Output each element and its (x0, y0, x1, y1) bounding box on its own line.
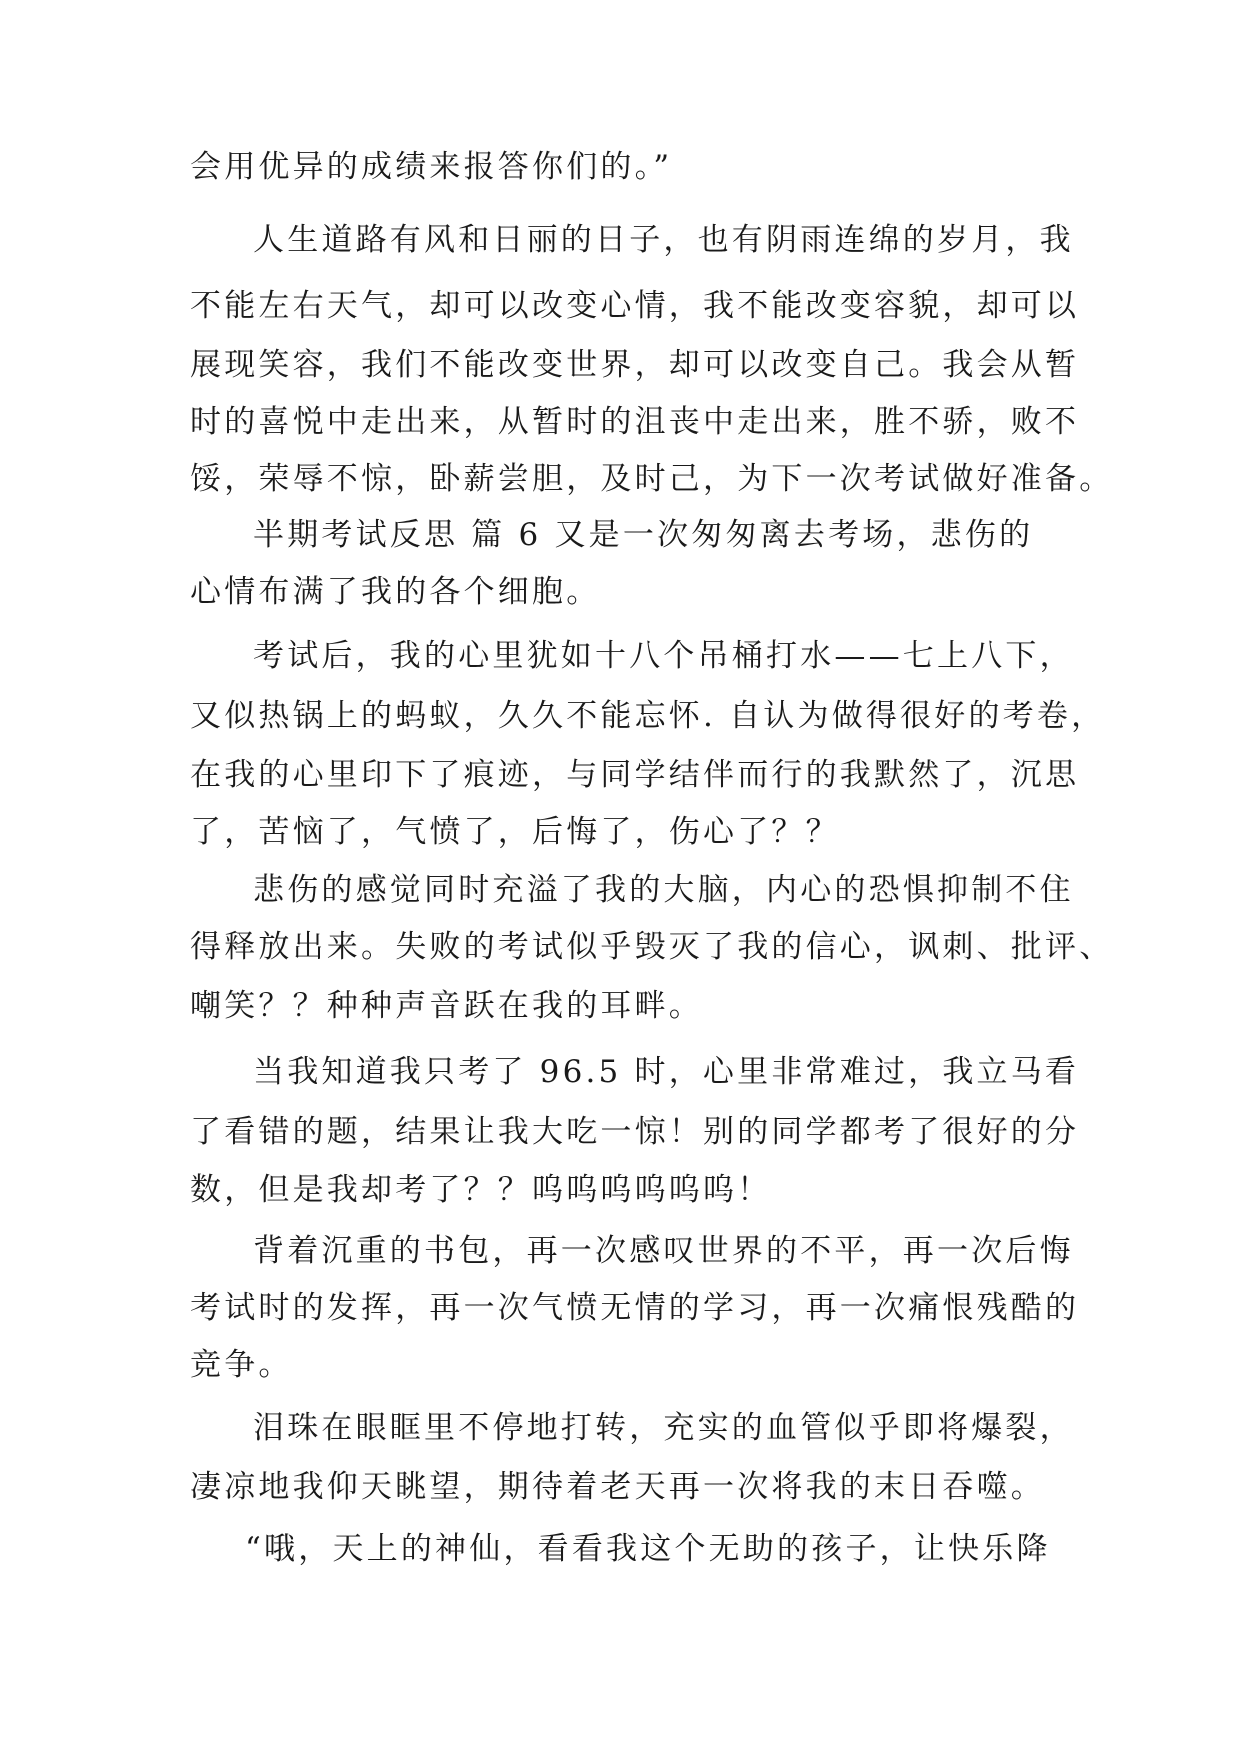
text-line: 数，但是我却考了？？呜呜呜呜呜呜！ (190, 1172, 772, 1208)
text-line: 背着沉重的书包，再一次感叹世界的不平，再一次后悔 (253, 1233, 1074, 1269)
text-line: 时的喜悦中走出来，从暂时的沮丧中走出来，胜不骄，败不 (190, 404, 1080, 440)
text-line: 得释放出来。失败的考试似乎毁灭了我的信心，讽刺、批评、 (190, 929, 1114, 965)
text-line: 凄凉地我仰天眺望，期待着老天再一次将我的末日吞噬。 (190, 1469, 1045, 1505)
text-line: 又似热锅上的蚂蚁，久久不能忘怀. 自认为做得很好的考卷， (190, 698, 1106, 734)
text-line: 展现笑容，我们不能改变世界，却可以改变自己。我会从暂 (190, 347, 1080, 383)
text-line: 馁，荣辱不惊，卧薪尝胆，及时己，为下一次考试做好准备。 (190, 461, 1114, 497)
text-line: 不能左右天气，却可以改变心情，我不能改变容貌，却可以 (190, 288, 1080, 324)
text-line: 考试后，我的心里犹如十八个吊桶打水——七上八下， (253, 638, 1074, 674)
text-line: 竞争。 (190, 1347, 293, 1383)
text-line: 半期考试反思 篇 6 又是一次匆匆离去考场，悲伤的 (253, 517, 1034, 553)
text-line: 嘲笑？？种种声音跃在我的耳畔。 (190, 988, 703, 1024)
text-line: 在我的心里印下了痕迹，与同学结伴而行的我默然了，沉思 (190, 757, 1080, 793)
text-line: 当我知道我只考了 96.5 时，心里非常难过，我立马看 (253, 1054, 1080, 1090)
text-line: 考试时的发挥，再一次气愤无情的学习，再一次痛恨残酷的 (190, 1290, 1080, 1326)
text-line: 人生道路有风和日丽的日子，也有阴雨连绵的岁月，我 (253, 222, 1074, 258)
text-line: 泪珠在眼眶里不停地打转，充实的血管似乎即将爆裂， (253, 1410, 1074, 1446)
text-line: “哦，天上的神仙，看看我这个无助的孩子，让快乐降 (245, 1531, 1051, 1567)
text-line: 了看错的题，结果让我大吃一惊！别的同学都考了很好的分 (190, 1114, 1080, 1150)
text-line: 会用优异的成绩来报答你们的。” (190, 149, 673, 185)
text-line: 悲伤的感觉同时充溢了我的大脑，内心的恐惧抑制不住 (253, 872, 1074, 908)
text-line: 了，苦恼了，气愤了，后悔了，伤心了？？ (190, 814, 840, 850)
text-line: 心情布满了我的各个细胞。 (190, 574, 601, 610)
